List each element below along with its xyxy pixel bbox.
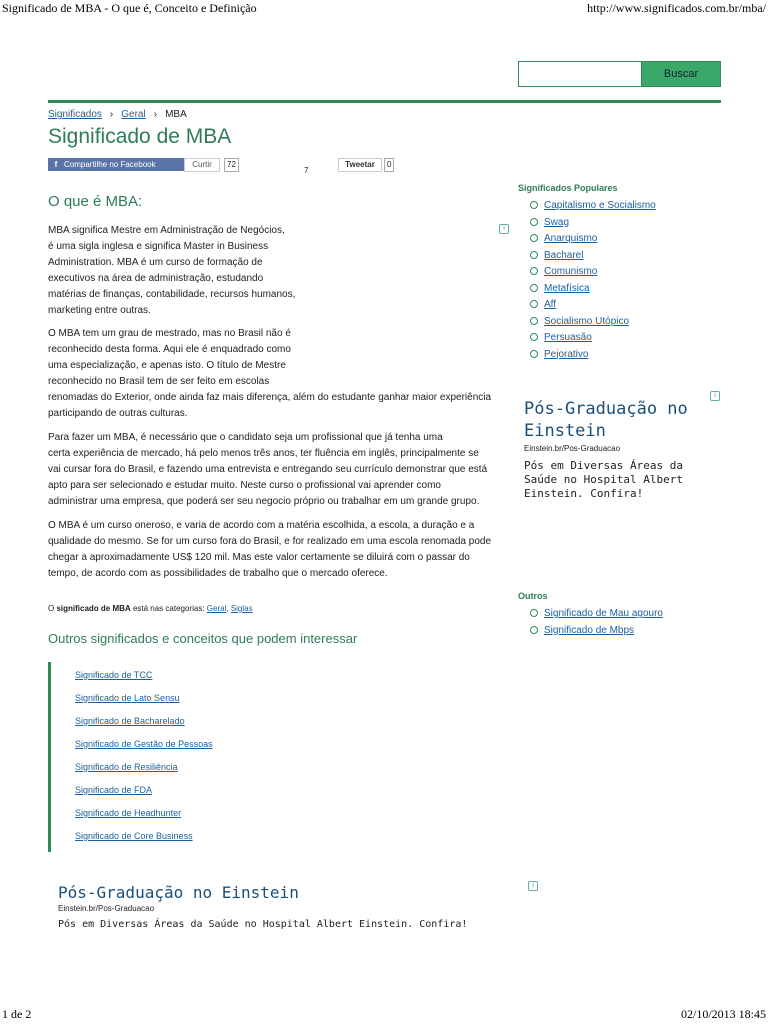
bottom-ad-title[interactable]: Pós-Graduação no Einstein (58, 883, 299, 902)
text-line: vai cursar fora do Brasil, e fazendo uma entrevista e entregando seu currículo demonstrar que está (48, 464, 488, 475)
others-link[interactable]: Significado de Mbps (544, 624, 635, 636)
text-line: tempo, de acordo com as possibilidades de trabalho que o mercado oferece. (48, 568, 388, 579)
bullet-icon (530, 267, 538, 275)
bullet-icon (530, 201, 538, 209)
popular-link[interactable]: Aff (544, 299, 557, 310)
bullet-icon (530, 284, 538, 292)
related-link[interactable]: Significado de FDA (75, 785, 153, 795)
category-subject: significado de MBA (56, 604, 131, 613)
print-url: http://www.significados.com.br/mba/ (587, 1, 766, 15)
popular-link[interactable]: Bacharel (544, 249, 584, 261)
bottom-ad-text: Pós em Diversas Áreas da Saúde no Hospital Albert Einstein. Confira! (58, 919, 468, 930)
page-title: Significado de MBA (48, 125, 232, 148)
search-button[interactable]: Buscar (641, 61, 721, 87)
bullet-icon (530, 218, 538, 226)
bullet-icon (530, 626, 538, 634)
text-line: administrar uma empresa, que poderá ser seu negocio próprio ou trabalhar em um grande grupo. (48, 496, 480, 507)
related-list-box (48, 662, 251, 852)
related-link[interactable]: Significado de Bacharelado (75, 716, 185, 726)
header-divider (48, 100, 721, 103)
paragraph-1 (48, 223, 510, 319)
related-link[interactable]: Significado de Lato Sensu (75, 693, 180, 703)
category-geral-link[interactable]: Geral (206, 604, 227, 613)
popular-link[interactable]: Persuasão (544, 332, 592, 343)
print-page-number: 1 de 2 (2, 1007, 32, 1021)
bullet-icon (530, 251, 538, 259)
popular-link[interactable]: Metafísica (544, 282, 590, 294)
popular-link[interactable]: Swag (544, 216, 570, 228)
text-line: marketing entre outras. (48, 305, 151, 316)
text-line: participando de outras culturas. (48, 408, 188, 419)
bullet-icon (530, 234, 538, 242)
text-line: é uma sigla inglesa e significa Master in Business (48, 241, 269, 252)
others-link[interactable]: Significado de Mau agouro (544, 608, 663, 619)
bullet-icon (530, 333, 538, 341)
related-link[interactable]: Significado de Gestão de Pessoas (75, 739, 213, 749)
text-line: renomadas do Exterior, onde ainda faz mais diferença, além do estudante ganhar maior experiência (48, 392, 492, 403)
category-middle: está nas categorias: (132, 604, 205, 613)
related-link[interactable]: Significado de Core Business (75, 831, 193, 841)
paragraph-4 (48, 518, 510, 582)
bullet-icon (530, 350, 538, 358)
category-prefix: O (48, 604, 55, 613)
others-list (530, 608, 663, 641)
breadcrumb-separator: › (153, 109, 158, 120)
bullet-icon (530, 609, 538, 617)
popular-link[interactable]: Comunismo (544, 266, 598, 277)
category-line (48, 604, 253, 613)
bullet-icon (530, 317, 538, 325)
search-input[interactable] (518, 61, 644, 87)
category-siglas-link[interactable]: Siglas (230, 604, 253, 613)
adchoices-icon[interactable]: i (710, 391, 720, 401)
text-line: Para fazer um MBA, é necessário que o candidato seja um profissional que já tenha uma (48, 432, 443, 443)
section-heading: O que é MBA: (48, 193, 143, 210)
adchoices-icon[interactable]: i (499, 224, 509, 234)
breadcrumb-geral[interactable]: Geral (121, 109, 146, 120)
like-button[interactable]: Curtir (184, 158, 220, 172)
others-heading: Outros (518, 591, 548, 601)
paragraph-2 (48, 326, 510, 422)
category-comma: , (226, 604, 229, 613)
breadcrumb (48, 109, 187, 120)
text-line: chegar a aproximadamente US$ 120 mil. Mas este valor certamente se diluirá com o passar do (48, 552, 470, 563)
paragraph-3 (48, 430, 510, 510)
text-line: apto para ser selecionado e estudar muito. Neste curso o profissional vai aprender como (48, 480, 441, 491)
share-bar (48, 158, 408, 178)
related-link[interactable]: Significado de Resiliência (75, 762, 178, 772)
bottom-ad-url[interactable]: Einstein.br/Pos-Graduacao (58, 904, 155, 913)
adchoices-icon[interactable]: i (528, 881, 538, 891)
popular-heading: Significados Populares (518, 183, 618, 193)
popular-list (530, 200, 656, 365)
sidebar-ad-url[interactable]: Einstein.br/Pos-Graduacao (524, 444, 621, 453)
print-title: Significado de MBA - O que é, Conceito e Definição (2, 1, 257, 15)
related-heading: Outros significados e conceitos que podem interessar (48, 631, 358, 646)
text-line: executivos na área de administração, estudando (48, 273, 264, 284)
text-line: reconhecido no Brasil tem de ser feito em escolas (48, 376, 270, 387)
text-line: matérias de finanças, contabilidade, recursos humanos, (48, 289, 296, 300)
facebook-share-label: Compartilhe no Facebook (64, 160, 156, 169)
text-line: MBA significa Mestre em Administração de Negócios, (48, 225, 285, 236)
bottom-ad[interactable] (58, 883, 538, 930)
print-datetime: 02/10/2013 18:45 (680, 1007, 766, 1021)
facebook-share-button[interactable] (48, 158, 184, 171)
popular-link[interactable]: Anarquismo (544, 233, 598, 244)
related-link[interactable]: Significado de Headhunter (75, 808, 182, 818)
text-line: reconhecido desta forma. Aqui ele é enquadrado como (48, 344, 291, 355)
print-header (0, 0, 768, 16)
like-count: 72 (224, 158, 239, 172)
breadcrumb-significados[interactable]: Significados (48, 109, 102, 120)
text-line: O MBA é um curso oneroso, e varia de acordo com a matéria escolhida, a escola, a duração e a (48, 520, 475, 531)
plus-count: 7 (304, 166, 309, 175)
popular-link[interactable]: Capitalismo e Socialismo (544, 200, 656, 211)
tweet-count: 0 (384, 158, 394, 172)
popular-link[interactable]: Socialismo Utópico (544, 315, 630, 327)
sidebar-ad[interactable] (524, 398, 714, 501)
text-line: certa experiência de mercado, há pelo menos três anos, ter fluência em inglês, principalmente se (48, 448, 479, 459)
sidebar-ad-text: Pós em Diversas Áreas da Saúde no Hospital Albert Einstein. Confira! (524, 459, 683, 500)
breadcrumb-current: MBA (165, 109, 187, 120)
text-line: O MBA tem um grau de mestrado, mas no Brasil não é (48, 328, 291, 339)
text-line: qualidade do mesmo. Se for um curso fora do Brasil, e for realizado em uma escola renomada pode (48, 536, 492, 547)
sidebar-ad-title[interactable]: Pós-Graduação no Einstein (524, 399, 688, 441)
related-list (75, 670, 213, 854)
related-link[interactable]: Significado de TCC (75, 670, 153, 680)
popular-link[interactable]: Pejorativo (544, 348, 589, 360)
tweet-button[interactable]: Tweetar (338, 158, 382, 172)
bullet-icon (530, 300, 538, 308)
text-line: uma especialização, e apenas isto. O título de Mestre (48, 360, 286, 371)
facebook-icon: f (54, 160, 58, 169)
breadcrumb-separator: › (109, 109, 114, 120)
print-footer (0, 1008, 768, 1024)
text-line: Administration. MBA é um curso de formação de (48, 257, 263, 268)
